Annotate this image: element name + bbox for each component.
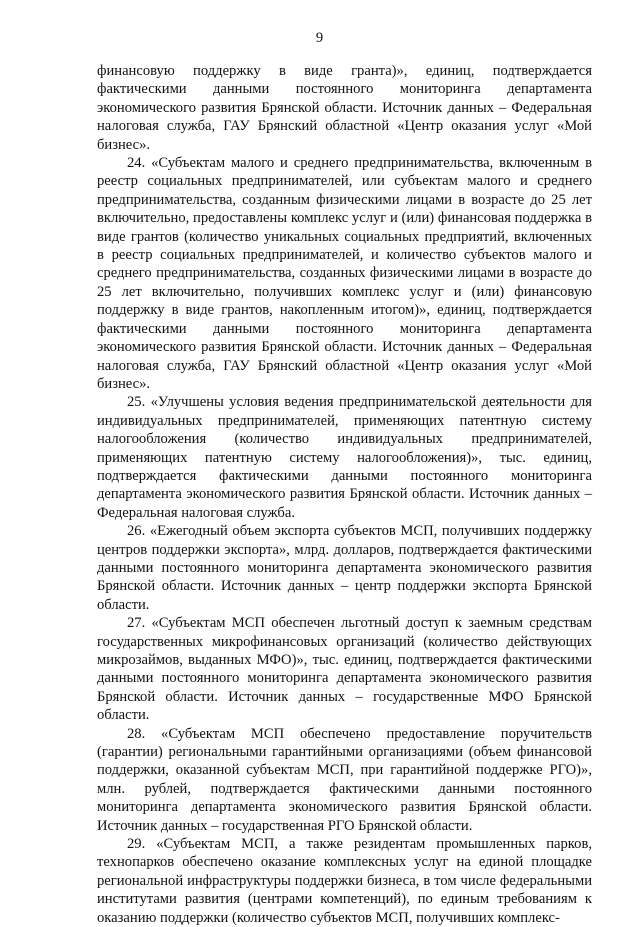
page-number: 9 [315, 30, 324, 46]
paragraph-item-24: 24. «Субъектам малого и среднего предпринимательства, включенным в реестр социальных предпринимателей, или субъектам малого и среднего предпринимательства, созданным физическими лицами в возрасте до 25 лет включительно, предоставлены комплекс услуг и (или) финансовая поддержка в виде грантов (количество уникальных социальных предприятий, включенных в реестр социальных предпринимателей, и количество субъектов малого и среднего предпринимательства, созданных физическими лицами в возрасте до 25 лет включительно, получивших комплекс услуг и (или) финансовую поддержку в виде грантов, накопленным итогом)», единиц, подтверждается фактическими данными постоянного мониторинга департамента экономического развития Брянской области. Источник данных – Федеральная налоговая служба, ГАУ Брянский областной «Центр оказания услуг «Мой бизнес». [97, 155, 592, 392]
paragraph-item-29: 29. «Субъектам МСП, а также резидентам промышленных парков, технопарков обеспечено оказание комплексных услуг на единой площадке региональной инфраструктуры поддержки бизнеса, в том числе федеральными институтами развития (центрами компетенций), по единым требованиям к оказанию поддержки (количество субъектов МСП, получивших комплекс- [97, 836, 592, 926]
paragraph-item-28: 28. «Субъектам МСП обеспечено предоставление поручительств (гарантии) региональными гарантийными организациями (объем финансовой поддержки, оказанной субъектам МСП, при гарантийной поддержке РГО)», млн. рублей, подтверждается фактическими данными постоянного мониторинга департамента экономического развития Брянской области. Источник данных – государственная РГО Брянской области. [97, 725, 592, 834]
paragraph-item-27: 27. «Субъектам МСП обеспечен льготный доступ к заемным средствам государственных микрофинансовых организаций (количество действующих микрозаймов, выданных МФО)», тыс. единиц, подтверждается фактическими данными постоянного мониторинга департамента экономического развития Брянской области. Источник данных – государственные МФО Брянской области. [97, 615, 592, 724]
document-body [97, 62, 592, 927]
paragraph-continuation: финансовую поддержку в виде гранта)», единиц, подтверждается фактическими данными постоянного мониторинга департамента экономического развития Брянской области. Источник данных – Федеральная налоговая служба, ГАУ Брянский областной «Центр оказания услуг «Мой бизнес». [97, 63, 592, 153]
paragraph-item-26: 26. «Ежегодный объем экспорта субъектов МСП, получивших поддержку центров поддержки экспорта», млрд. долларов, подтверждается фактическими данными постоянного мониторинга департамента экономического развития Брянской области. Источник данных – центр поддержки экспорта Брянской области. [97, 523, 592, 613]
paragraph-item-25: 25. «Улучшены условия ведения предпринимательской деятельности для индивидуальных предпринимателей, применяющих патентную систему налогообложения (количество индивидуальных предпринимателей, применяющих патентную систему налогообложения)», тыс. единиц, подтверждается фактическими данными постоянного мониторинга департамента экономического развития Брянской области. Источник данных – Федеральная налоговая служба. [97, 394, 592, 521]
